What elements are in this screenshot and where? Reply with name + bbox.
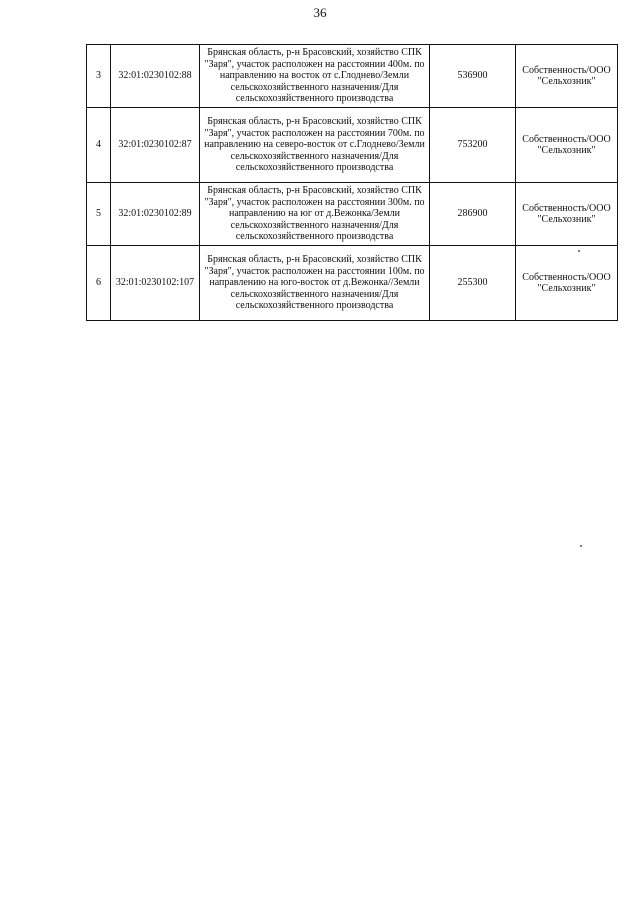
cadastral-number-cell — [111, 246, 200, 321]
area-cell — [430, 246, 516, 321]
location-description: Брянская область, р-н Брасовский, хозяйство СПК "Заря", участок расположен на расстоянии 300м. по направлению на юг от д.Вежонка/Земли сельскохозяйственного назначения/Для сельскохозяйственного производства — [204, 185, 425, 243]
ownership-text: Собственность/ООО "Сельхозник" — [522, 64, 611, 87]
ownership-text: Собственность/ООО "Сельхозник" — [522, 133, 611, 156]
location-description-cell — [200, 183, 430, 246]
cadastral-number: 32:01:0230102:87 — [118, 139, 192, 151]
area-value: 286900 — [457, 208, 488, 220]
ownership-cell — [516, 246, 618, 321]
row-number-cell — [87, 183, 111, 246]
location-description: Брянская область, р-н Брасовский, хозяйство СПК "Заря", участок расположен на расстоянии 100м. по направлению на юго-восток от д.Вежонка//Земли сельскохозяйственного назначения/Для сельскохозяйственного производства — [204, 254, 425, 312]
location-description-cell — [200, 45, 430, 108]
table-row — [87, 108, 618, 183]
land-registry-table — [86, 44, 618, 321]
ownership-cell — [516, 183, 618, 246]
table-row — [87, 246, 618, 321]
row-number: 4 — [96, 139, 101, 151]
row-number: 5 — [96, 208, 101, 220]
location-description: Брянская область, р-н Брасовский, хозяйство СПК "Заря", участок расположен на расстоянии 700м. по направлению на северо-восток от с.Глоднево/Земли сельскохозяйственного назначения/Для сельскохозяйственного производства — [204, 116, 425, 174]
row-number: 3 — [96, 70, 101, 82]
table-row — [87, 183, 618, 246]
row-number: 6 — [96, 277, 101, 289]
ownership-text: Собственность/ООО "Сельхозник" — [522, 271, 611, 294]
cadastral-number-cell — [111, 183, 200, 246]
area-value: 536900 — [457, 70, 488, 82]
area-cell — [430, 183, 516, 246]
page-number: 36 — [313, 5, 327, 20]
cadastral-number: 32:01:0230102:107 — [115, 277, 195, 289]
table-row — [87, 45, 618, 108]
scan-speck — [578, 250, 580, 252]
ownership-cell — [516, 45, 618, 108]
scan-speck — [580, 545, 582, 547]
area-cell — [430, 45, 516, 108]
row-number-cell — [87, 246, 111, 321]
location-description-cell — [200, 108, 430, 183]
cadastral-number: 32:01:0230102:88 — [118, 70, 192, 82]
location-description: Брянская область, р-н Брасовский, хозяйство СПК "Заря", участок расположен на расстоянии 400м. по направлению на восток от с.Глоднево/Земли сельскохозяйственного назначения/Для сельскохозяйственного производства — [204, 47, 425, 105]
ownership-text: Собственность/ООО "Сельхозник" — [522, 202, 611, 225]
row-number-cell — [87, 45, 111, 108]
cadastral-number-cell — [111, 108, 200, 183]
row-number-cell — [87, 108, 111, 183]
location-description-cell — [200, 246, 430, 321]
area-value: 753200 — [457, 139, 488, 151]
area-cell — [430, 108, 516, 183]
cadastral-number: 32:01:0230102:89 — [118, 208, 192, 220]
cadastral-number-cell — [111, 45, 200, 108]
ownership-cell — [516, 108, 618, 183]
area-value: 255300 — [457, 277, 488, 289]
